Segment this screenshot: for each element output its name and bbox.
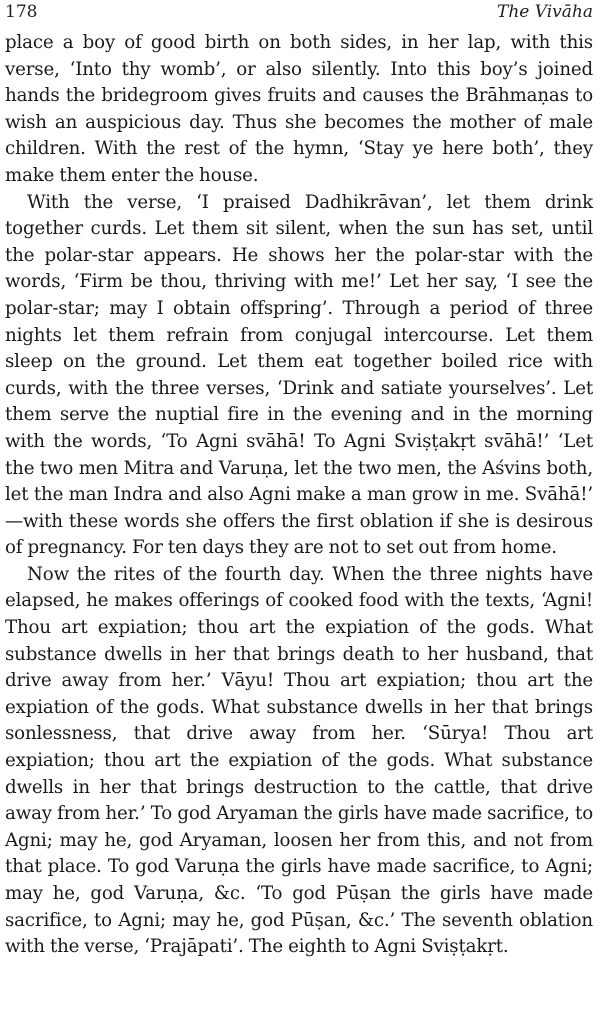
paragraph-1: place a boy of good birth on both sides, in her lap, with this verse, ‘Into thy womb’, or also silently. Into this boy’s joined hands the bridegroom gives fruits and causes the Brāhmaṇas to wish an auspicious day. Thus she becomes the mother of male children. With the rest of the hymn, ‘Stay ye here both’, they make them enter the house. <box>5 32 593 186</box>
paragraph-3: Now the rites of the fourth day. When the three nights have elapsed, he makes offerings of cooked food with the texts, ‘Agni! Thou art expiation; thou art the expiation of the gods. What substance dwells in her that brings death to her husband, that drive away from her.’ Vāyu! Thou art expiation; thou art the expiation of the gods. What substance dwells in her that brings sonlessness, that drive away from her. ‘Sūrya! Thou art expiation; thou art the expiation of the gods. What substance dwells in her that brings destruction to the cattle, that drive away from her.’ To god Aryaman the girls have made sacrifice, to Agni; may he, god Aryaman, loosen her from this, and not from that place. To god Varuṇa the girls have made sacrifice, to Agni; may he, god Varuṇa, &c. ‘To god Pūṣan the girls have made sacrifice, to Agni; may he, god Pūṣan, &c.’ The seventh oblation with the verse, ‘Prajāpati’. The eighth to Agni Sviṣṭakṛt. <box>5 563 593 958</box>
page-number: 178 <box>5 2 38 22</box>
running-title: The Vivāha <box>497 2 593 22</box>
body-text <box>5 30 593 961</box>
running-header <box>5 0 593 30</box>
paragraph-2: With the verse, ‘I praised Dadhikrāvan’, let them drink together curds. Let them sit silent, when the sun has set, until the polar-star appears. He shows her the polar-star with the words, ‘Firm be thou, thriving with me!’ Let her say, ‘I see the polar-star; may I obtain offspring’. Through a period of three nights let them refrain from conjugal intercourse. Let them sleep on the ground. Let them eat together boiled rice with curds, with the three verses, ‘Drink and satiate yourselves’. Let them serve the nuptial fire in the evening and in the morning with the words, ‘To Agni svāhā! To Agni Sviṣṭakṛt svāhā!’ ‘Let the two men Mitra and Varuṇa, let the two men, the Aśvins both, let the man Indra and also Agni make a man grow in me. Svāhā!’ —with these words she offers the first oblation if she is desirous of pregnancy. For ten days they are not to set out from home. <box>5 191 593 559</box>
